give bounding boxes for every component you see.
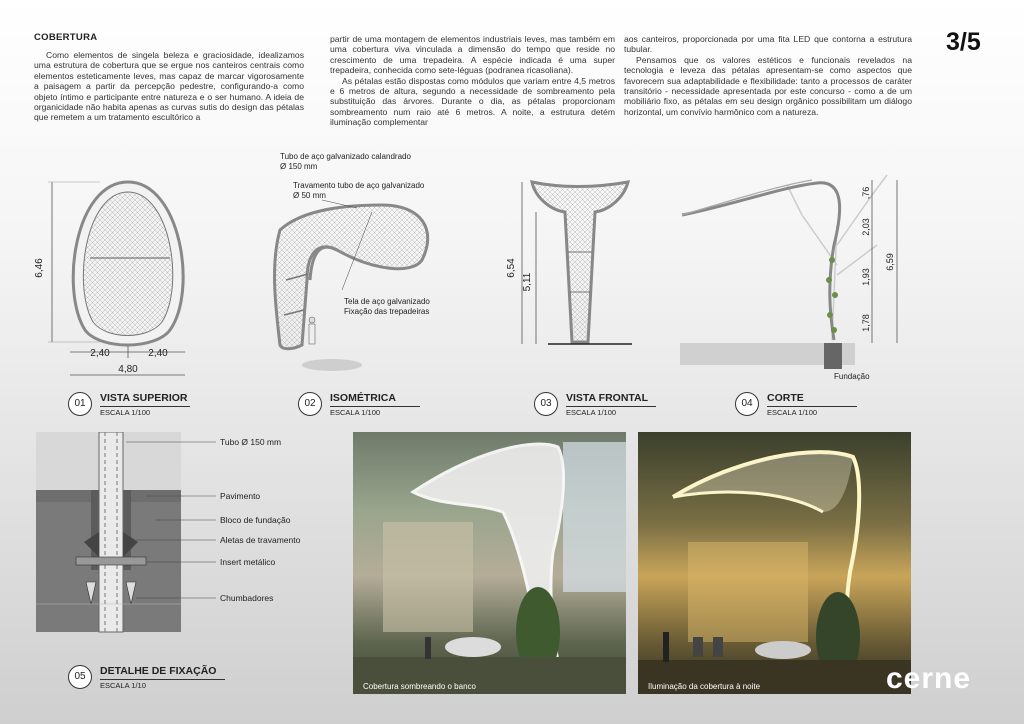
dim-sec-c: 1,93 [861,268,871,286]
view-underline [100,406,190,407]
note-tube-diameter: Ø 150 mm [280,162,318,171]
note-foundation: Fundação [834,372,870,381]
view-title: VISTA FRONTAL [566,392,649,404]
view-number: 04 [735,392,759,416]
note-brace-diameter: Ø 50 mm [293,191,326,200]
view-underline [767,406,857,407]
text-column-1 [34,50,304,123]
render-night-caption: Iluminação da cobertura à noite [648,682,761,691]
render-day-image [353,432,626,694]
text-column-3 [624,34,912,117]
view-scale: ESCALA 1/100 [767,408,818,417]
render-night-image [638,432,911,694]
detail-label: Chumbadores [220,593,274,603]
dim-top-right: 2,40 [148,348,168,359]
foundation-block [824,343,842,369]
view-scale: ESCALA 1/100 [100,408,151,417]
text-column-2 [330,34,615,128]
front-petal [532,182,628,342]
dim-sec-a: ,76 [861,186,871,200]
detail-label: Tubo Ø 150 mm [220,437,282,447]
view-underline [100,679,225,680]
detail-label: Aletas de travamento [220,535,301,545]
render-night [638,432,911,694]
steel-tube [99,432,123,632]
dim-top-height: 6,46 [34,258,45,278]
dim-front-inner: 5,11 [522,272,533,292]
isometric-drawing [262,170,452,385]
view-title: ISOMÉTRICA [330,392,396,404]
paragraph: Como elementos de singela beleza e graciosidade, idealizamos uma estrutura de cobertura que se ergue nos canteiros centrais como elementos esteticamente leves, mas capaz de marcar vigorosamente a paisagem a partir da percepção pedestre, configurando-a como objeto íntimo e participante entre natureza e o ser humano. A ideia de organicidade não habita apenas as curvas sutis do design das pétalas que remetem a um tratamento escultórico a [34,50,304,123]
dim-sec-d: 1,78 [861,314,871,332]
dim-top-left: 2,40 [90,348,110,359]
view-scale: ESCALA 1/100 [566,408,617,417]
render-day-caption: Cobertura sombreando o banco [363,682,476,691]
view-number: 03 [534,392,558,416]
paragraph: partir de uma montagem de elementos industriais leves, mas também em uma cobertura viva vinculada a dimensão do tempo que reside no crescimento de uma trepadeira. A espécie indicada é uma super trepadeira, conhecida como sete-léguas (podranea ricasoliana). [330,34,615,76]
detail-label: Pavimento [220,491,261,501]
dim-sec-total: 6,59 [885,253,895,271]
section-title: COBERTURA [34,32,98,43]
note-mesh-fixing: Fixação das trepadeiras [344,307,430,316]
human-figure [309,317,315,344]
dim-front-total: 6,54 [506,258,517,278]
front-view-drawing [500,172,645,357]
fixing-detail-drawing [36,432,336,642]
view-title: DETALHE DE FIXAÇÃO [100,665,217,677]
view-title: CORTE [767,392,804,404]
top-view-drawing [30,170,205,380]
note-tube: Tubo de aço galvanizado calandrado [280,152,411,161]
view-underline [566,406,656,407]
section-tube [682,183,840,340]
view-number: 01 [68,392,92,416]
view-underline [330,406,420,407]
note-brace: Travamento tubo de aço galvanizado [293,181,425,190]
detail-label: Insert metálico [220,557,276,567]
page-number: 3/5 [946,28,981,56]
paragraph: aos canteiros, proporcionada por uma fita LED que contorna a estrutura tubular. [624,34,912,55]
paragraph: Pensamos que os valores estéticos e funcionais revelados na tecnologia e leveza das pétalas apresentam-se como aspectos que favorecem sua adaptabilidade e flexibilidade: tanto a processos de caráter transitório - necessidade apresentada por este concurso - como a de um mobiliário fixo, as pétalas em seu design orgânico possibilitam um diálogo horizontal, um convívio harmônico com a natureza. [624,54,912,117]
dim-top-total: 4,80 [118,364,138,375]
view-number: 02 [298,392,322,416]
view-scale: ESCALA 1/10 [100,681,146,690]
metal-insert [76,557,146,565]
logo: cerne [886,662,972,695]
section-drawing [672,165,912,375]
detail-label: Bloco de fundação [220,515,291,525]
dim-sec-b: 2,03 [861,218,871,236]
note-mesh: Tela de aço galvanizado [344,297,430,306]
view-title: VISTA SUPERIOR [100,392,188,404]
render-day [353,432,626,694]
paragraph: As pétalas estão dispostas como módulos que variam entre 4,5 metros e 6 metros de altura, segundo a necessidade de sombreamento pela substituição das árvores. Durante o dia, as pétalas proporcionam sombreamento num raio até 6 metros. A noite, a estrutura detém iluminação complementar [330,75,615,128]
view-scale: ESCALA 1/100 [330,408,381,417]
view-number: 05 [68,665,92,689]
